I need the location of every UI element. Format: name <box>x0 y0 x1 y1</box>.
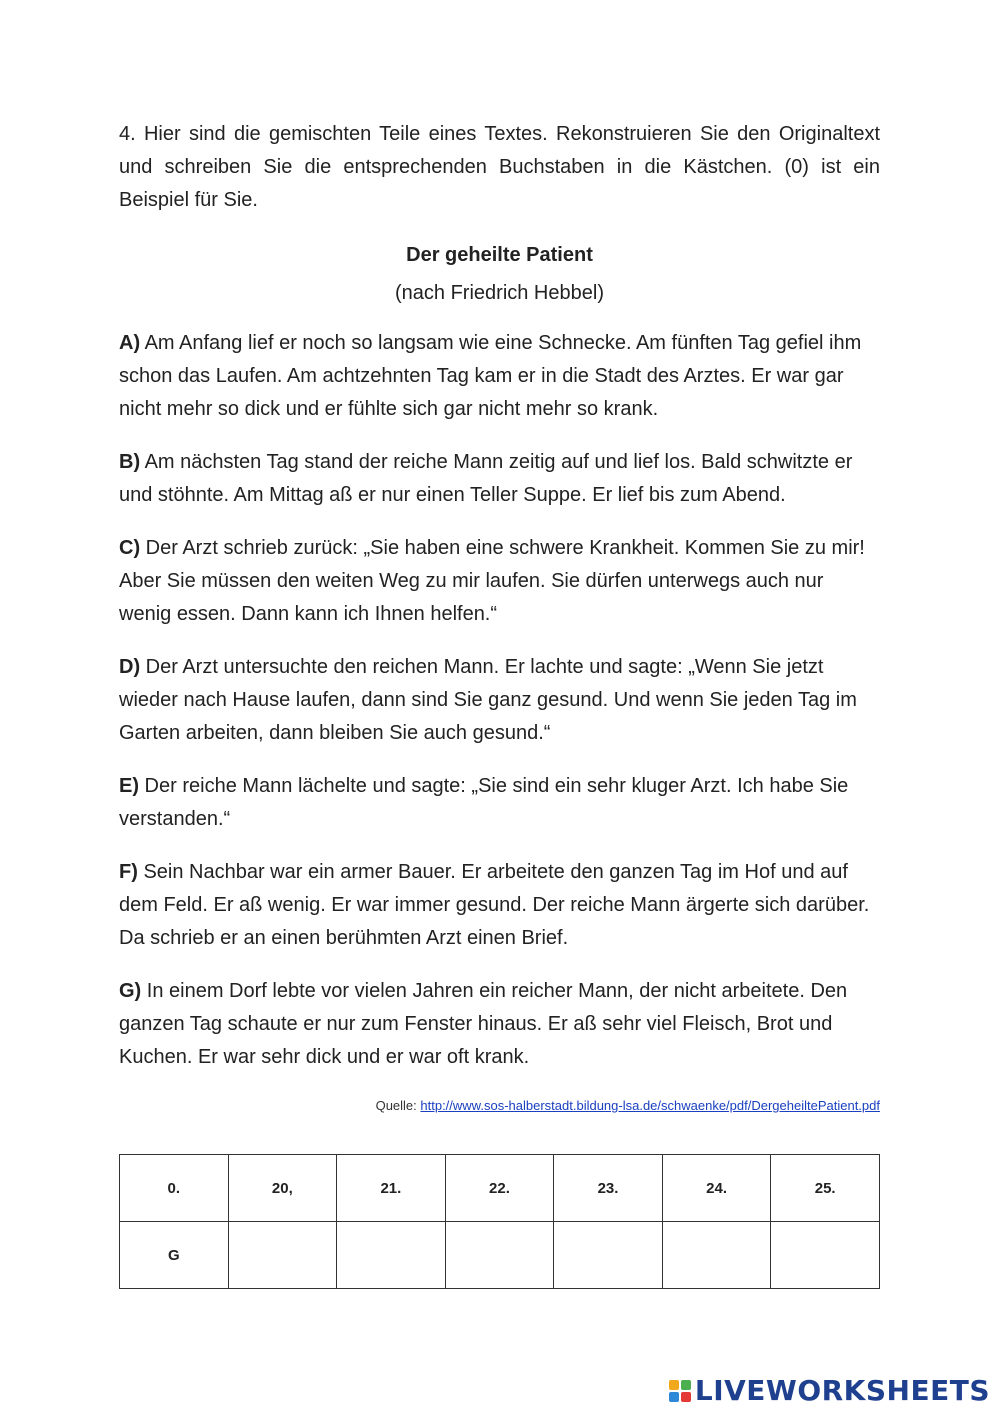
paragraph-letter: A) <box>119 332 141 354</box>
paragraph-letter: E) <box>119 775 139 797</box>
source-link[interactable]: http://www.sos-halberstadt.bildung-lsa.de/schwaenke/pdf/DergeheiltePatient.pdf <box>420 1098 880 1113</box>
answer-number-cell: 24. <box>662 1155 771 1222</box>
paragraph-letter: D) <box>119 656 141 678</box>
source-label: Quelle: <box>375 1098 421 1113</box>
paragraph-text: In einem Dorf lebte vor vielen Jahren ein reicher Mann, der nicht arbeitete. Den ganzen Tag schaute er nur zum Fenster hinaus. Er aß sehr viel Fleisch, Brot und Kuchen. Er war sehr dick und er war oft krank. <box>119 980 848 1068</box>
answer-input-cell[interactable] <box>554 1222 663 1289</box>
answer-input-cell[interactable] <box>337 1222 446 1289</box>
paragraph-c <box>119 532 880 631</box>
paragraph-letter: C) <box>119 537 141 559</box>
worksheet <box>119 118 880 1113</box>
paragraph-e <box>119 770 880 836</box>
story-subtitle: (nach Friedrich Hebbel) <box>395 282 604 304</box>
paragraph-text: Der Arzt schrieb zurück: „Sie haben eine schwere Krankheit. Kommen Sie zu mir! Aber Sie müssen den weiten Weg zu mir laufen. Sie dürfen unterwegs auch nur wenig essen. Dann kann ich Ihnen helfen.“ <box>119 537 865 625</box>
paragraph-letter: B) <box>119 451 141 473</box>
logo-square-icon <box>669 1380 679 1390</box>
paragraph-f <box>119 856 880 955</box>
logo-square-icon <box>681 1392 691 1402</box>
paragraph-d <box>119 651 880 750</box>
paragraph-b <box>119 446 880 512</box>
liveworksheets-logo <box>669 1374 990 1407</box>
answer-input-cell[interactable] <box>445 1222 554 1289</box>
logo-mark-icon <box>669 1380 691 1402</box>
answer-header-row <box>120 1155 880 1222</box>
source-citation <box>119 1098 880 1113</box>
answer-input-cell[interactable] <box>771 1222 880 1289</box>
paragraph-text: Sein Nachbar war ein armer Bauer. Er arbeitete den ganzen Tag im Hof und auf dem Feld. Er aß wenig. Er war immer gesund. Der reiche Mann ärgerte sich darüber. Da schrieb er an einen berühmten Arzt einen Brief. <box>119 861 870 949</box>
story-title: Der geheilte Patient <box>406 244 593 266</box>
answer-number-cell: 0. <box>120 1155 229 1222</box>
answer-number-cell: 22. <box>445 1155 554 1222</box>
answer-input-cell[interactable] <box>228 1222 337 1289</box>
logo-square-icon <box>669 1392 679 1402</box>
answer-input-cell[interactable] <box>662 1222 771 1289</box>
paragraph-text: Der Arzt untersuchte den reichen Mann. Er lachte und sagte: „Wenn Sie jetzt wieder nach Hause laufen, dann sind Sie ganz gesund. Und wenn Sie jeden Tag im Garten arbeiten, dann bleiben Sie auch gesund.“ <box>119 656 857 744</box>
paragraph-g <box>119 975 880 1074</box>
answer-number-cell: 21. <box>337 1155 446 1222</box>
logo-text: LIVEWORKSHEETS <box>694 1374 990 1407</box>
paragraph-text: Am Anfang lief er noch so langsam wie eine Schnecke. Am fünften Tag gefiel ihm schon das Laufen. Am achtzehnten Tag kam er in die Stadt des Arztes. Er war gar nicht mehr so dick und er fühlte sich gar nicht mehr so krank. <box>119 332 862 420</box>
paragraph-text: Am nächsten Tag stand der reiche Mann zeitig auf und lief los. Bald schwitzte er und stöhnte. Am Mittag aß er nur einen Teller Suppe. Er lief bis zum Abend. <box>119 451 853 506</box>
answer-number-cell: 25. <box>771 1155 880 1222</box>
instructions: 4. Hier sind die gemischten Teile eines Textes. Rekonstruieren Sie den Originaltext und schreiben Sie die entsprechenden Buchstaben in die Kästchen. (0) ist ein Beispiel für Sie. <box>119 123 880 211</box>
answer-table <box>119 1154 880 1289</box>
paragraph-text: Der reiche Mann lächelte und sagte: „Sie sind ein sehr kluger Arzt. Ich habe Sie verstanden.“ <box>119 775 849 830</box>
paragraph-letter: G) <box>119 980 142 1002</box>
answer-input-row <box>120 1222 880 1289</box>
answer-example-cell: G <box>120 1222 229 1289</box>
logo-square-icon <box>681 1380 691 1390</box>
answer-number-cell: 20, <box>228 1155 337 1222</box>
paragraph-letter: F) <box>119 861 138 883</box>
paragraph-a <box>119 327 880 426</box>
answer-number-cell: 23. <box>554 1155 663 1222</box>
